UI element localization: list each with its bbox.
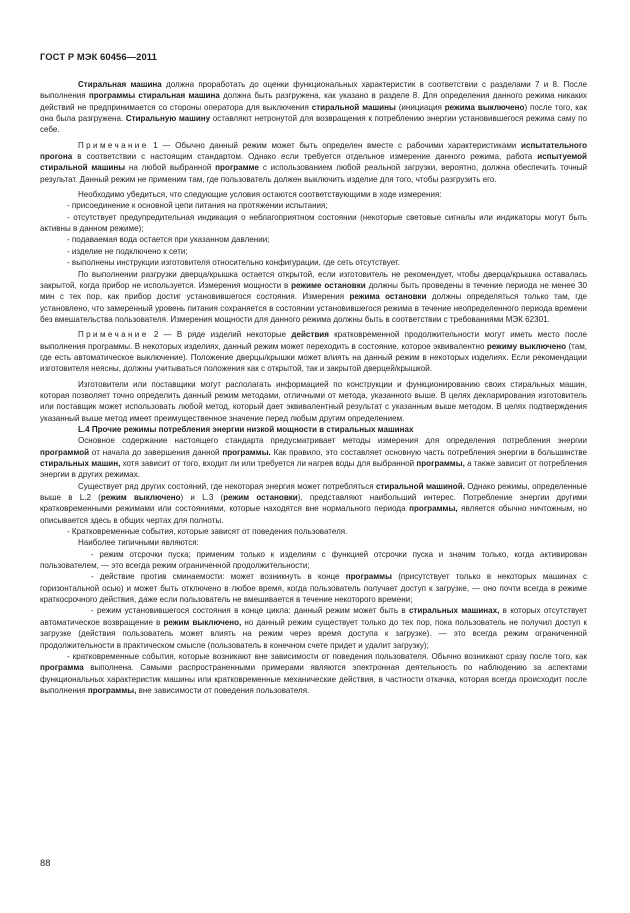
document-body — [40, 79, 587, 696]
paragraph-off-mode-procedure — [40, 79, 587, 136]
bold-term: программы, — [87, 685, 137, 695]
list-item-user-independent — [40, 651, 587, 696]
text-run: - отсутствует предупредительная индикация о неблагоприятном состоянии (некоторые световые сигналы или индикаторы могут быть активны в данном режиме); — [40, 212, 587, 234]
text-run: Однако режимы, определенные выше в L.2 ( — [40, 481, 587, 503]
bold-term: режим остановки — [223, 493, 298, 503]
text-run: - кратковременные события, которые возникают вне зависимости от поведения пользователя. Обычно возникают сразу после того, как — [67, 651, 587, 661]
text-run: с использованием любой реальной загрузки, вероятно, должна обеспечить точный результат. Данный режим не применим там, где пользователь должен выключить изделие для того, чтобы разгрузить его. — [40, 163, 588, 184]
note-1 — [40, 140, 587, 185]
bold-term: режиму выключено — [486, 341, 567, 351]
list-item-delay-start — [40, 549, 587, 572]
bold-term: испытуемой стиральной машины — [40, 152, 587, 173]
paragraph-left-on-measurement — [40, 269, 587, 326]
bold-term: программы стиральная машина — [88, 91, 220, 101]
text-run: 2 — В ряде изделий некоторые — [148, 330, 292, 340]
bold-term: действия — [291, 330, 329, 340]
bold-term: программа — [40, 663, 84, 673]
text-run: - подаваемая вода остается при указанном давлении; — [67, 235, 270, 245]
text-run: - присоединение к основной цепи питания на протяжении испытания; — [67, 201, 328, 211]
bold-term: программы, — [409, 504, 458, 514]
text-run: Как правило, это составляет основную часть потребления энергии в большинстве — [270, 447, 587, 457]
text-run: хотя зависит от того, входит ли или требуется ли нагрев воды для выбранной — [120, 459, 417, 468]
page-number: 88 — [40, 857, 51, 868]
paragraph-other-states — [40, 481, 587, 526]
text-run: Необходимо убедиться, что следующие условия остаются соответствующими в ходе измерения: — [78, 190, 442, 200]
bold-term: программой — [40, 447, 90, 457]
text-run: - Кратковременные события, которые зависят от поведения пользователя. — [67, 527, 348, 537]
text-run: Основное содержание настоящего стандарта предусматривает методы измерения для определения потребления энергии — [78, 436, 587, 446]
text-run: (присутствует только в некоторых машинах с горизонтальной осью) и может быть отключено в любое время, когда пользователь получает доступ к загрузке, — оно почти всегда в режиме краткосрочного действия, даже если пользователь не вмешивается в течение некоторого времени; — [40, 572, 587, 605]
list-item-user-dependent — [40, 526, 587, 537]
bold-term: стиральных машин, — [40, 459, 121, 468]
paragraph-typical-intro — [40, 537, 587, 548]
paragraph-conditions-intro — [40, 189, 587, 200]
text-run: но данный режим существует только до тех пор, пока пользователь не получил доступ к загрузке (действия пользователь может влиять на режим через время доступа к загрузке). — это всегда режим ограниченной продолжительности в практическом смысле (пользователь в конечном счете придет и удалит загрузку); — [40, 617, 588, 650]
text-run: должны быть проведены в течение периода не менее 30 мин с тех пор, как прибор достиг установившегося состояния. Измерения — [40, 280, 587, 302]
bold-term: режиме остановки — [291, 280, 366, 290]
text-run: (инициация — [395, 102, 445, 112]
bold-term: режима остановки — [349, 292, 427, 302]
text-run: кратковременной продолжительности могут иметь место после выполнения программы. В некоторых изделиях, данный режим может переходить в состояние, которое эквивалентно — [40, 330, 587, 351]
text-run: должны определяться только там, где установлено, что замеренный уровень питания сохраняется в состоянии установившегося режима в течение неопределенного периода времени без вмешательства пользователя. Измерения мощности для данного режима должны быть в соответствии с требованиями МЭК 62301. — [40, 292, 587, 324]
text-run: в соответствии с настоящим стандартом. Однако если требуется отдельное измерение данного режима, работа — [72, 152, 538, 162]
list-item-condition — [40, 257, 587, 268]
bold-term: программе — [215, 163, 259, 173]
bold-term: Стиральная машина — [78, 80, 162, 89]
text-run: в которых отсутствует автоматическое возвращение в — [40, 606, 587, 627]
list-item-condition — [40, 246, 587, 257]
text-run: - режим установившегося состояния в конце цикла: данный режим может быть в — [91, 606, 409, 616]
text-run: от начала до завершения данной — [89, 447, 223, 457]
text-run: выполнена. Самыми распространенными примерами являются электронная деятельность по наблюдению за аспектами функциональных характеристик машины или кратковременные механические действия, в частности откачка, которая всегда происходит после выполнения — [40, 663, 587, 695]
text-run: Изготовители или поставщики могут располагать информацией по конструкции и функционированию своих стиральных машин, которая позволяет точно определить данный режим методами, отличными от метода, указанного выше. В целях декларирования изготовитель или поставщик может использовать любой метод, который дает эквивалентный результат с указанным выше методом. В целях подтверждения указанный выше метод имеет преимущественное значение перед любым другим определением. — [40, 379, 587, 423]
bold-term: испытательного прогона — [40, 140, 587, 162]
list-item-condition — [40, 200, 587, 211]
list-item-end-of-cycle — [40, 605, 587, 650]
text-run: - выполнены инструкции изготовителя относительно конфигурации, где сеть отсутствует. — [67, 258, 400, 268]
bold-term: стиральной машины — [311, 102, 396, 112]
text-run: По выполнении разгрузки дверца/крышка остается открытой, если изготовитель не рекомендует, чтобы дверца/крышка оставалась закрытой, когда прибор не используется. Измерения мощности в — [40, 269, 587, 290]
note-label: Примечание — [78, 330, 149, 340]
text-run: Существует ряд других состояний, где некоторая энергия может потребляться — [78, 481, 376, 491]
text-run: - режим отсрочки пуска; применим только к изделиям с функцией отсрочки пуска и значим только, когда активирован пользователем, — это всегда режим ограниченной продолжительности; — [40, 549, 587, 571]
bold-term: программы, — [416, 459, 465, 468]
text-run: должна проработать до оценки функциональных характеристик в соответствии с разделами 7 и 8. После выполнения — [40, 80, 587, 101]
bold-term: стиральных машинах, — [408, 606, 500, 616]
bold-term: программы. — [222, 447, 271, 457]
text-run: ) после того, как она была разгружена. — [40, 102, 587, 124]
bold-term: L.4 Прочие режимы потребления энергии низкой мощности в стиральных машинах — [78, 424, 414, 434]
text-run: вне зависимости от поведения пользователя. — [136, 685, 310, 695]
bold-term: режим выключено — [100, 493, 181, 503]
standard-header: ГОСТ Р МЭК 60456—2011 — [40, 51, 157, 62]
text-run: а также зависит от потребления энергии в других режимах. — [40, 459, 588, 480]
text-run: ) и L.3 ( — [180, 493, 224, 503]
paragraph-main-content — [40, 435, 587, 480]
text-run: оставляют нетронутой для возвращения к потреблению энергии установившегося режима саму по себе. — [40, 114, 587, 135]
text-run: (там, где есть автоматическое выключение). Положение дверцы/крышки может влиять на данный режим в некоторых изделиях. Если рекомендации изготовителя неясны, должны учитываться положения как с открытой, так и закрытой дверцей/крышкой. — [40, 341, 587, 374]
bold-term: режим выключено, — [163, 617, 242, 627]
text-run: должна быть разгружена, как указано в разделе 8. Для определения данного режима никаких действий не предпринимается со стороны оператора для выключения — [40, 91, 587, 112]
paragraph-manufacturers — [40, 379, 587, 424]
note-2 — [40, 329, 587, 374]
note-label: Примечание — [78, 140, 149, 150]
text-run: Наиболее типичными являются: — [78, 538, 199, 548]
list-item-condition — [40, 234, 587, 245]
text-run: - изделие не подключено к сети; — [67, 246, 188, 256]
text-run: 1 — Обычно данный режим может быть определен вместе с рабочими характеристиками — [148, 140, 522, 150]
list-item-anti-crease — [40, 571, 587, 605]
text-run: - действие против сминаемости: может возникнуть в конце — [91, 572, 346, 582]
bold-term: Стиральную машину — [125, 114, 211, 124]
text-run: на любой выбранной — [125, 163, 216, 173]
text-run: является обычно ничтожным, но описывается здесь в общих чертах для полноты. — [40, 504, 588, 525]
section-heading-l4 — [40, 424, 587, 435]
text-run: ), представляют наибольший интерес. Потребление энергии другими кратковременными режимами или состояниями, которые находятся вне нормального периода — [40, 493, 587, 514]
list-item-condition — [40, 212, 587, 235]
bold-term: программы — [345, 572, 392, 582]
bold-term: стиральной машиной. — [376, 481, 465, 491]
bold-term: режима выключено — [444, 102, 525, 112]
